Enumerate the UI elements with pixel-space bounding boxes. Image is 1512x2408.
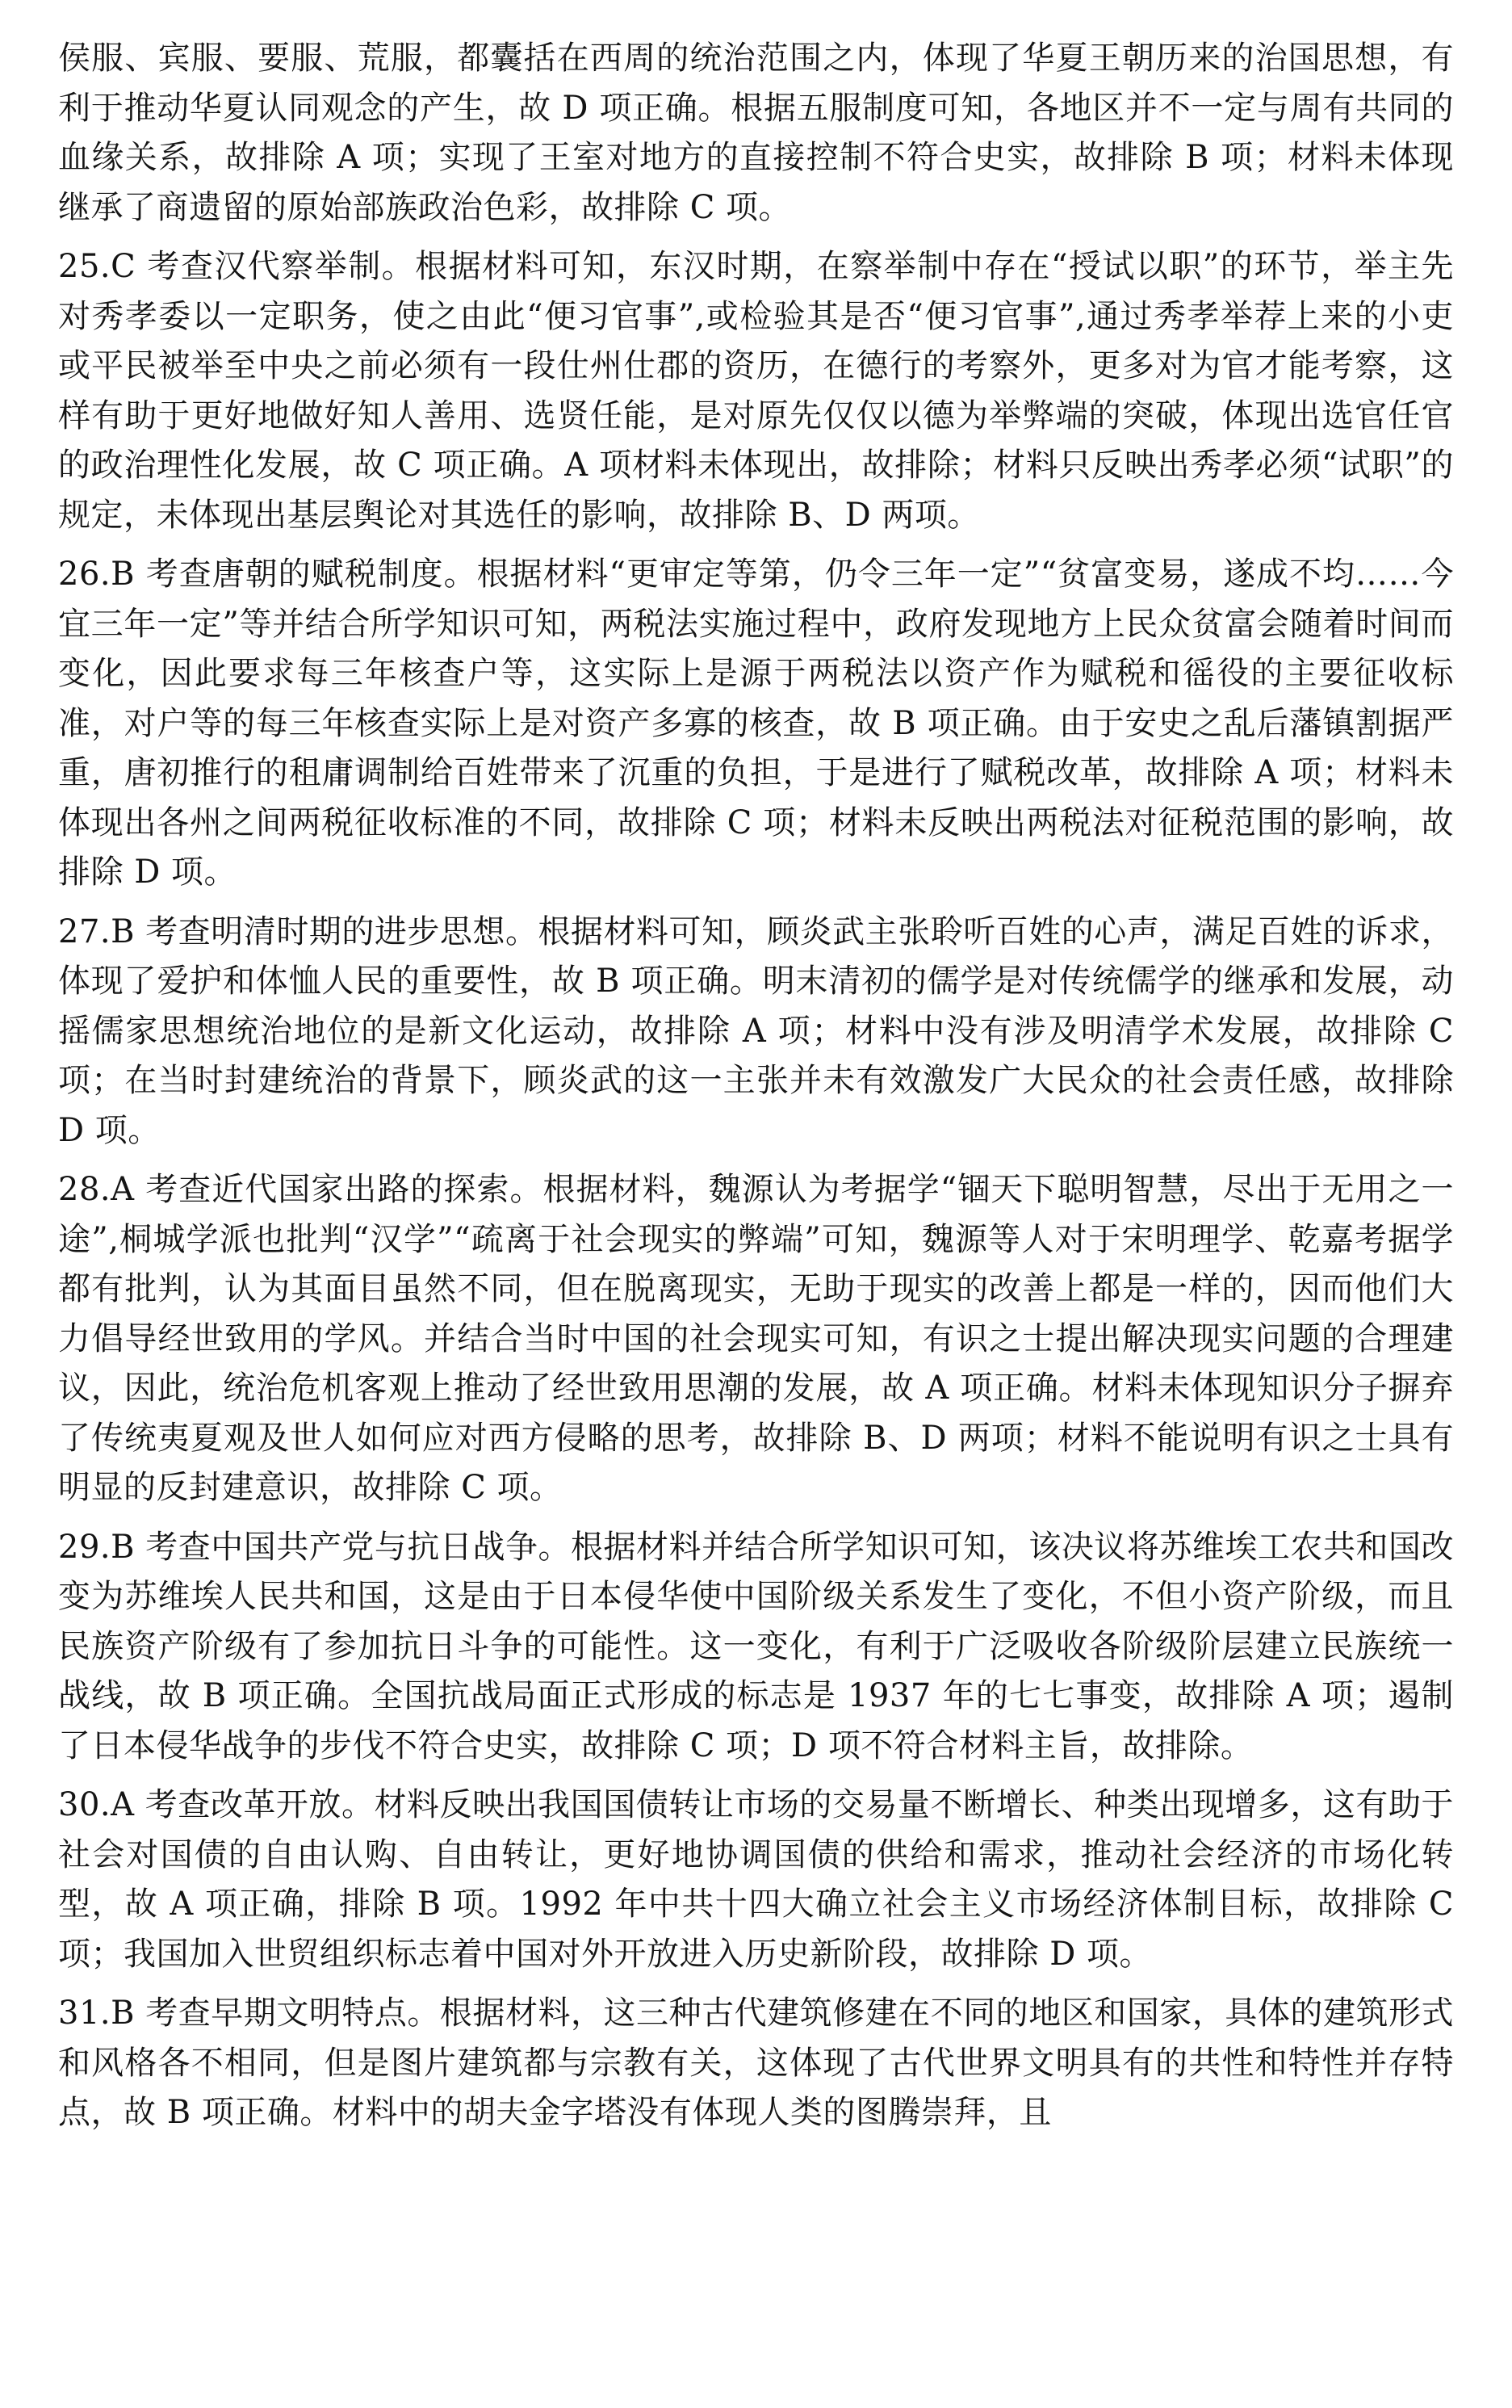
paragraph-text: A 考查近代国家出路的探索。根据材料，魏源认为考据学“锢天下聪明智慧，尽出于无用之一途”,桐城学派也批判“汉学”“疏离于社会现实的弊端”可知，魏源等人对于宋明理学、乾嘉考据学都有批判，认为其面目虽然不同，但在脱离现实，无助于现实的改善上都是一样的，因而他们大力倡导经世致用的学风。并结合当时中国的社会现实可知，有识之士提出解决现实问题的合理建议，因此，统治危机客观上推动了经世致用思潮的发展，故 A 项正确。材料未体现知识分子摒弃了传统夷夏观及世人如何应对西方侵略的思考，故排除 B、D 两项；材料不能说明有识之士具有明显的反封建意识，故排除 C 项。 bbox=[58, 1171, 1454, 1506]
paragraph-text: C 考查汉代察举制。根据材料可知，东汉时期，在察举制中存在“授试以职”的环节，举主先对秀孝委以一定职务，使之由此“便习官事”,或检验其是否“便习官事”,通过秀孝举荐上来的小吏或平民被举至中央之前必须有一段仕州仕郡的资历，在德行的考察外，更多对为官才能考察，这样有助于更好地做好知人善用、选贤任能，是对原先仅仅以德为举弊端的突破，体现出选官任官的政治理性化发展，故 C 项正确。A 项材料未体现出，故排除；材料只反映出秀孝必须“试职”的规定，未体现出基层舆论对其选任的影响，故排除 B、D 两项。 bbox=[58, 248, 1454, 534]
question-number: 31. bbox=[58, 1995, 111, 2032]
answer-29 bbox=[58, 1523, 1454, 1772]
question-number: 25. bbox=[58, 248, 111, 285]
question-number: 28. bbox=[58, 1171, 111, 1208]
paragraph-text: B 考查明清时期的进步思想。根据材料可知，顾炎武主张聆听百姓的心声，满足百姓的诉求，体现了爱护和体恤人民的重要性，故 B 项正确。明末清初的儒学是对传统儒学的继承和发展，动摇儒家思想统治地位的是新文化运动，故排除 A 项；材料中没有涉及明清学术发展，故排除 C 项；在当时封建统治的背景下，顾炎武的这一主张并未有效激发广大民众的社会责任感，故排除 D 项。 bbox=[58, 912, 1454, 1149]
answer-28 bbox=[58, 1165, 1454, 1513]
paragraph-text: B 考查唐朝的赋税制度。根据材料“更审定等第，仍令三年一定”“贫富变易，遂成不均……今宜三年一定”等并结合所学知识可知，两税法实施过程中，政府发现地方上民众贫富会随着时间而变化，因此要求每三年核查户等，这实际上是源于两税法以资产作为赋税和徭役的主要征收标准，对户等的每三年核查实际上是对资产多寡的核查，故 B 项正确。由于安史之乱后藩镇割据严重，唐初推行的租庸调制给百姓带来了沉重的负担，于是进行了赋税改革，故排除 A 项；材料未体现出各州之间两税征收标准的不同，故排除 C 项；材料未反映出两税法对征税范围的影响，故排除 D 项。 bbox=[58, 556, 1454, 891]
question-number: 29. bbox=[58, 1528, 111, 1566]
answer-26 bbox=[58, 550, 1454, 898]
question-number: 26. bbox=[58, 556, 111, 593]
question-number: 30. bbox=[58, 1786, 111, 1823]
question-number: 27. bbox=[58, 912, 111, 950]
answer-31 bbox=[58, 1989, 1454, 2138]
answer-30 bbox=[58, 1781, 1454, 1979]
paragraph-text: B 考查中国共产党与抗日战争。根据材料并结合所学知识可知，该决议将苏维埃工农共和国改变为苏维埃人民共和国，这是由于日本侵华使中国阶级关系发生了变化，不但小资产阶级，而且民族资产阶级有了参加抗日斗争的可能性。这一变化，有利于广泛吸收各阶级阶层建立民族统一战线，故 B 项正确。全国抗战局面正式形成的标志是 1937 年的七七事变，故排除 A 项；遏制了日本侵华战争的步伐不符合史实，故排除 C 项；D 项不符合材料主旨，故排除。 bbox=[58, 1528, 1454, 1764]
paragraph-text: 侯服、宾服、要服、荒服，都囊括在西周的统治范围之内，体现了华夏王朝历来的治国思想，有利于推动华夏认同观念的产生，故 D 项正确。根据五服制度可知，各地区并不一定与周有共同的血缘关系，故排除 A 项；实现了王室对地方的直接控制不符合史实，故排除 B 项；材料未体现继承了商遗留的原始部族政治色彩，故排除 C 项。 bbox=[58, 40, 1454, 226]
paragraph-text: A 考查改革开放。材料反映出我国国债转让市场的交易量不断增长、种类出现增多，这有助于社会对国债的自由认购、自由转让，更好地协调国债的供给和需求，推动社会经济的市场化转型，故 A 项正确，排除 B 项。1992 年中共十四大确立社会主义市场经济体制目标，故排除 C 项；我国加入世贸组织标志着中国对外开放进入历史新阶段，故排除 D 项。 bbox=[58, 1786, 1454, 1973]
answer-25 bbox=[58, 242, 1454, 540]
paragraph-text: B 考查早期文明特点。根据材料，这三种古代建筑修建在不同的地区和国家，具体的建筑形式和风格各不相同，但是图片建筑都与宗教有关，这体现了古代世界文明具有的共性和特性并存特点，故 B 项正确。材料中的胡夫金字塔没有体现人类的图腾崇拜，且 bbox=[58, 1995, 1454, 2131]
answer-27 bbox=[58, 908, 1454, 1156]
paragraph-continuation bbox=[58, 34, 1454, 233]
